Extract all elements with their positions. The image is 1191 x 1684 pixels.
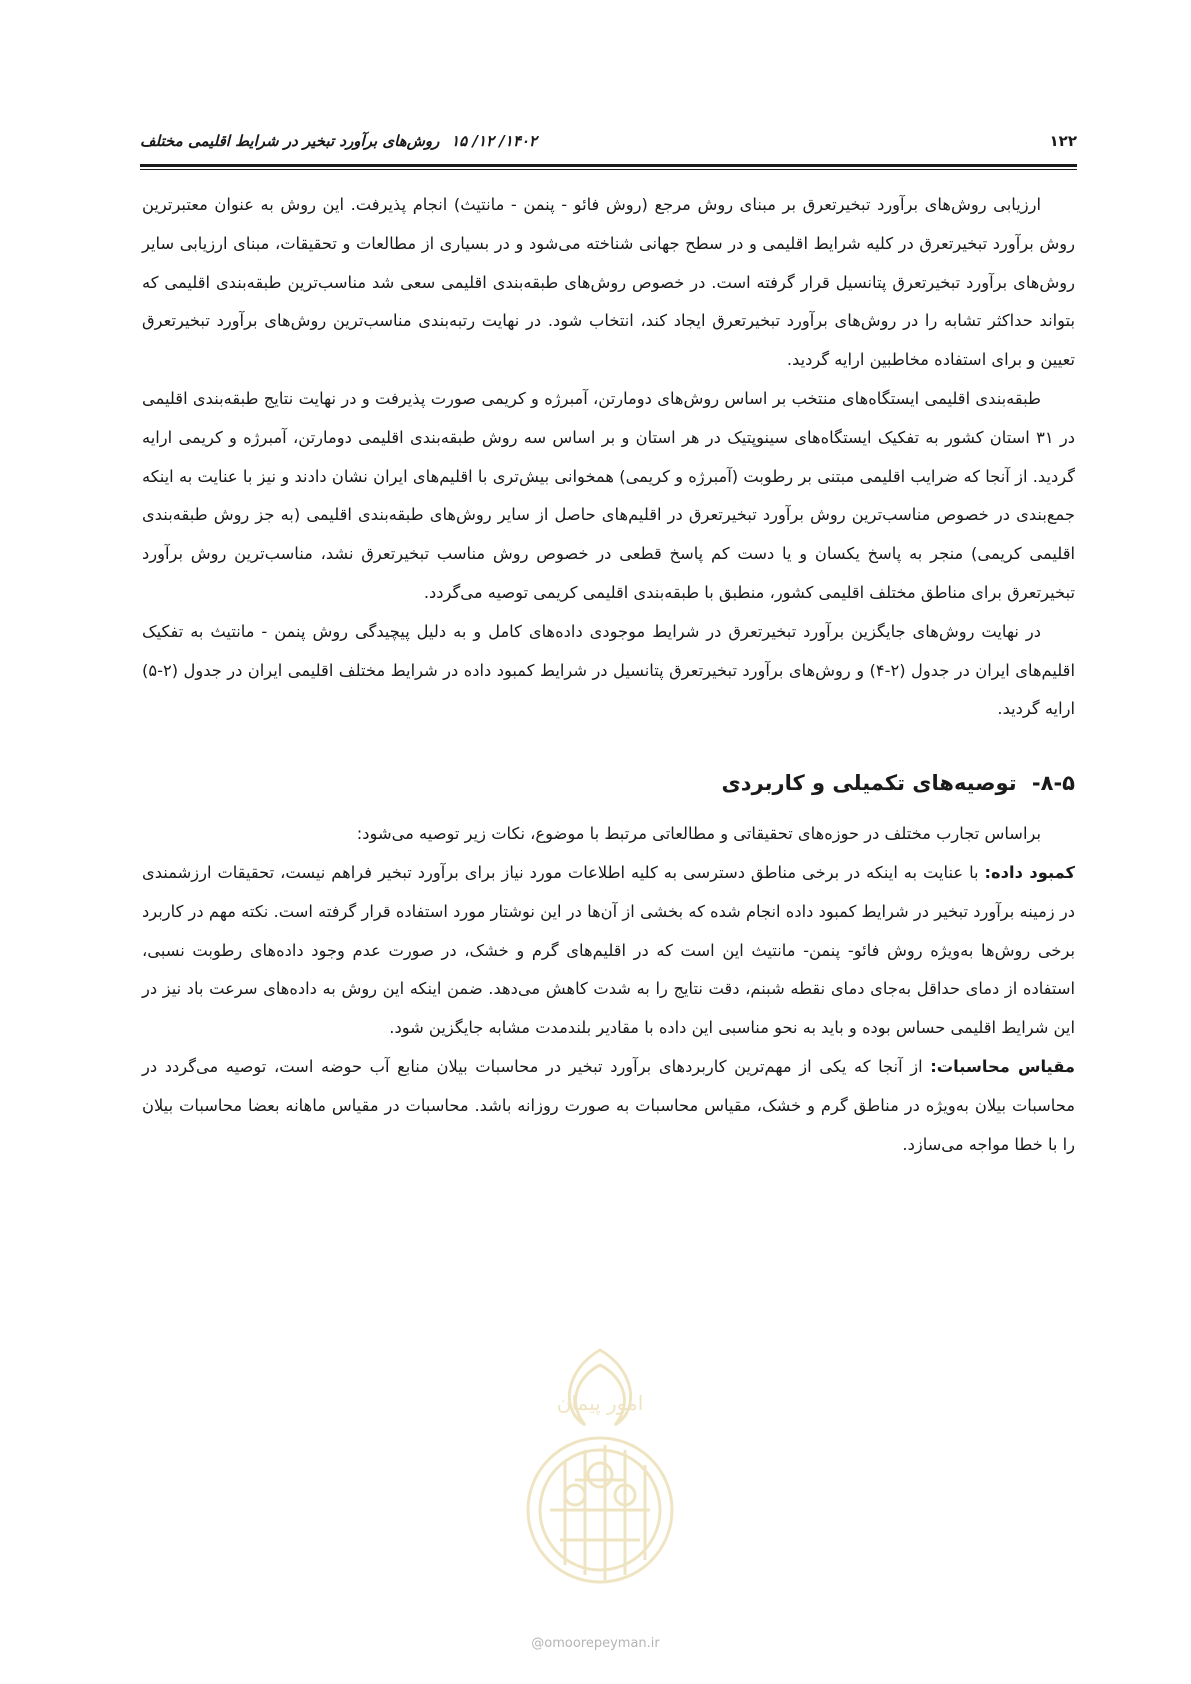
intro-paragraph: براساس تجارب مختلف در حوزه‌های تحقیقاتی و مطالعاتی مرتبط با موضوع، نکات زیر توصیه می‌شود:: [356, 824, 1041, 844]
header-date: ۱۴۰۲/ ۱۲/ ۱۵: [451, 132, 537, 150]
item-text: با عنایت به اینکه در برخی مناطق دسترسی به کلیه اطلاعات مورد نیاز برای برآورد تبخیر فراهم نیست، تحقیقات ارزشمندی در زمینه برآورد تبخیر در شرایط کمبود داده انجام شده که بخشی از آن‌ها در این نوشتار مورد استفاده قرار گرفته است. نکته مهم در کاربرد برخی روش‌ها به‌ویژه روش فائو- پنمن- مانتیث این است که در اقلیم‌های گرم و خشک، در صورت عدم وجود داده‌های رطوبت نسبی، استفاده از دمای حداقل به‌جای دمای نقطه شبنم، دقت نتایج را به شدت کاهش می‌دهد. ضمن اینکه این روش به داده‌های سرعت باد نیز در این شرایط اقلیمی حساس بوده و باید به نحو مناسبی این داده با مقادیر بلندمدت مشابه جایگزین شود.: [142, 862, 1075, 1038]
page-body: [142, 186, 1075, 1164]
recommendation-item: [142, 1048, 1075, 1164]
body-paragraph: طبقه‌بندی اقلیمی ایستگاه‌های منتخب بر اساس روش‌های دومارتن، آمبرژه و کریمی صورت پذیرفت و در نهایت نتایج طبقه‌بندی اقلیمی در ۳۱ استان کشور به تفکیک ایستگاه‌های سینوپتیک در هر استان و بر اساس سه روش طبقه‌بندی اقلیمی دومارتن، آمبرژه و کریمی ارایه گردید. از آنجا که ضرایب اقلیمی مبتنی بر رطوبت (آمبرژه و کریمی) همخوانی بیش‌تری با اقلیم‌های ایران نشان دادند و نیز با عنایت به اینکه جمع‌بندی در خصوص مناسب‌ترین روش برآورد تبخیرتعرق در اقلیم‌های حاصل از سایر روش‌های طبقه‌بندی اقلیمی (به جز روش طبقه‌بندی اقلیمی کریمی) منجر به پاسخ یکسان و یا دست کم پاسخ قطعی در خصوص روش مناسب تبخیرتعرق نشد، مناسب‌ترین روش برآورد تبخیرتعرق برای مناطق مختلف اقلیمی کشور، منطبق با طبقه‌بندی اقلیمی کریمی توصیه می‌گردد.: [142, 388, 1075, 602]
body-paragraph: در نهایت روش‌های جایگزین برآورد تبخیرتعرق در شرایط موجودی داده‌های کامل و به دلیل پیچیدگی روش پنمن - مانتیث به تفکیک اقلیم‌های ایران در جدول (۲-۴) و روش‌های برآورد تبخیرتعرق پتانسیل در شرایط کمبود داده در شرایط مختلف اقلیمی ایران در جدول (۲-۵) ارایه گردید.: [142, 621, 1075, 719]
section-heading: [142, 765, 1075, 801]
item-lead: کمبود داده:: [984, 862, 1075, 882]
footer-url: @omoorepeyman.ir: [531, 1636, 660, 1651]
page-number: ۱۲۲: [1049, 132, 1077, 150]
section-title: توصیه‌های تکمیلی و کاربردی: [721, 771, 1017, 796]
header-title: روش‌های برآورد تبخیر در شرایط اقلیمی مختلف: [140, 132, 440, 150]
publisher-seal-watermark: [505, 1340, 695, 1590]
running-header: [140, 128, 1077, 164]
watermark-text: امور پیمان: [556, 1391, 644, 1415]
header-rule: [140, 164, 1077, 170]
item-text: از آنجا که یکی از مهم‌ترین کاربردهای برآورد تبخیر در محاسبات بیلان منابع آب حوضه است، توصیه می‌گردد در محاسبات بیلان به‌ویژه در مناطق گرم و خشک، مقیاس محاسبات به صورت روزانه باشد. محاسبات در مقیاس ماهانه بعضا محاسبات بیلان را با خطا مواجه می‌سازد.: [142, 1056, 1075, 1154]
section-number: ۸-۵-: [1031, 771, 1075, 796]
body-paragraph: ارزیابی روش‌های برآورد تبخیرتعرق بر مبنای روش مرجع (روش فائو - پنمن - مانتیث) انجام پذیرفت. این روش به عنوان معتبرترین روش برآورد تبخیرتعرق در کلیه شرایط اقلیمی و در سطح جهانی شناخته می‌شود و در بسیاری از مطالعات و تحقیقات، مبنای ارزیابی سایر روش‌های برآورد تبخیرتعرق پتانسیل قرار گرفته است. در خصوص روش‌های طبقه‌بندی اقلیمی سعی شد مناسب‌ترین طبقه‌بندی اقلیمی که بتواند حداکثر تشابه را در روش‌های برآورد تبخیرتعرق ایجاد کند، انتخاب شود. در نهایت رتبه‌بندی مناسب‌ترین روش‌های برآورد تبخیرتعرق تعیین و برای استفاده مخاطبین ارایه گردید.: [142, 195, 1075, 370]
item-lead: مقیاس محاسبات:: [930, 1056, 1076, 1076]
recommendation-item: [142, 854, 1075, 1048]
